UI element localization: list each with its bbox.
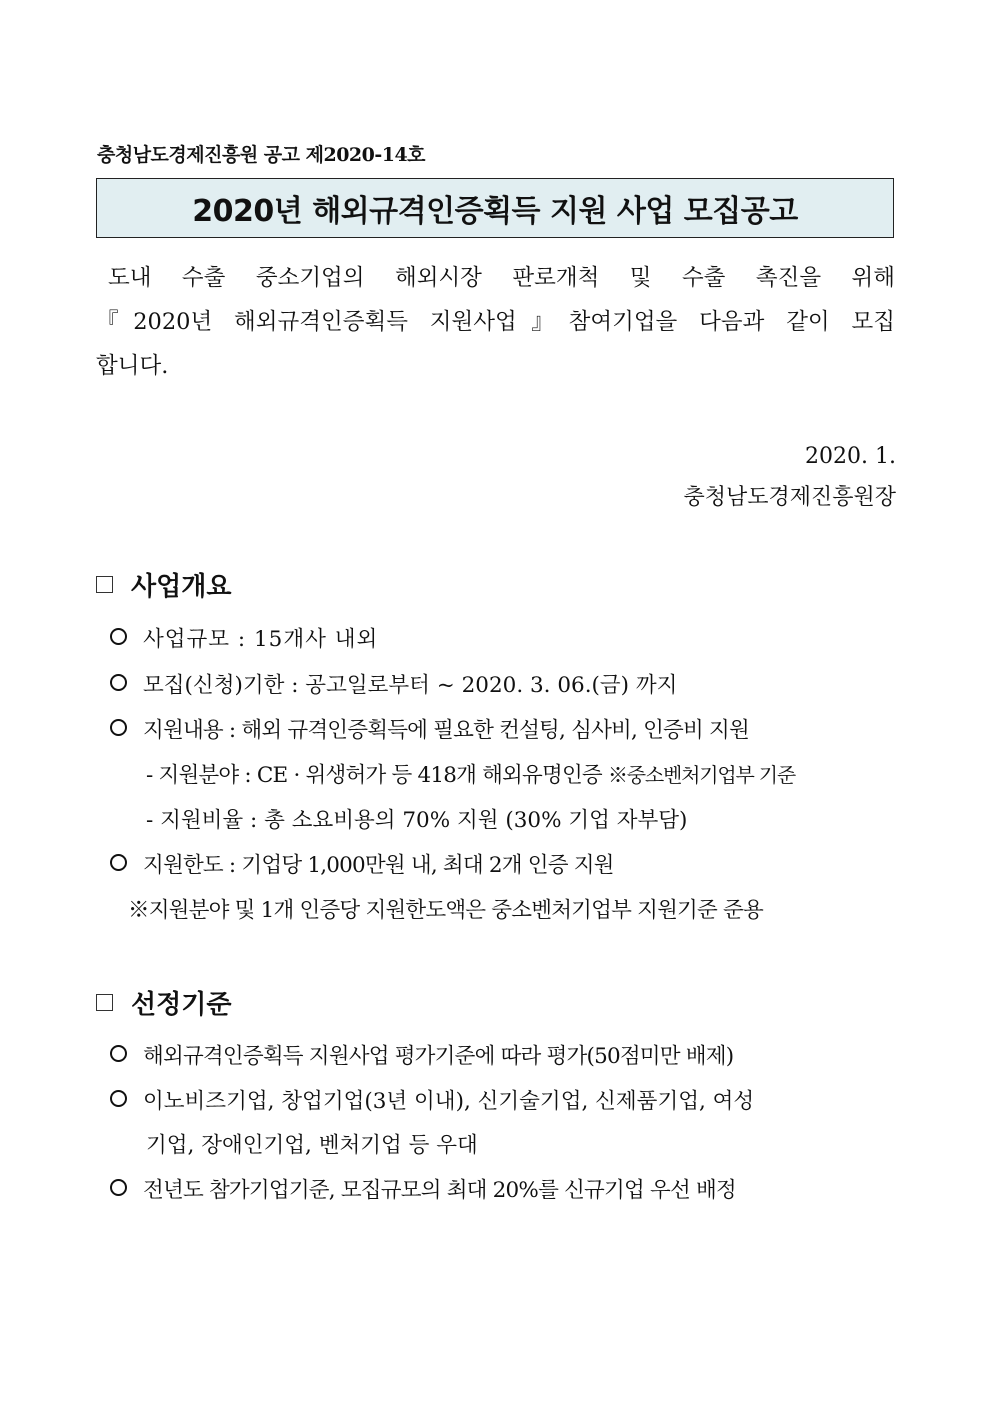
overview-ratio-subitem bbox=[146, 803, 687, 834]
intro-line-1: 도내 수출 중소기업의 해외시장 판로개척 및 수출 촉진을 위해 bbox=[108, 265, 895, 291]
item-text: 지원한도 : 기업당 1,000만원 내, 최대 2개 인증 지원 bbox=[143, 853, 614, 878]
item-text: 지원내용 : 해외 규격인증획득에 필요한 컨설팅, 심사비, 인증비 지원 bbox=[143, 718, 749, 743]
checkbox-square-icon bbox=[96, 576, 113, 593]
intro-paragraph bbox=[96, 256, 895, 388]
selection-item-3 bbox=[110, 1173, 736, 1204]
page-title: 2020년 해외규격인증획득 지원 사업 모집공고 bbox=[192, 194, 798, 229]
item-text: 해외규격인증획득 지원사업 평가기준에 따라 평가(50점미만 배제) bbox=[143, 1044, 734, 1069]
item-text: - 지원비율 : 총 소요비용의 70% 지원 (30% 기업 자부담) bbox=[146, 808, 688, 833]
section-selection-heading bbox=[96, 984, 231, 1021]
item-text: - 지원분야 : CE · 위생허가 등 418개 해외유명인증 bbox=[146, 763, 602, 788]
selection-item-2-continued bbox=[146, 1128, 478, 1159]
intro-line-3: 합니다. bbox=[96, 353, 169, 379]
overview-scale-item bbox=[110, 622, 378, 653]
overview-limit-item bbox=[110, 848, 614, 879]
announcement-date: 2020. 1. bbox=[805, 444, 896, 469]
item-text: 모집(신청)기한 : 공고일로부터 ~ 2020. 3. 06.(금) 까지 bbox=[143, 673, 678, 698]
item-text: 기업, 장애인기업, 벤처기업 등 우대 bbox=[146, 1133, 478, 1158]
item-text: 사업규모 : 15개사 내외 bbox=[143, 627, 379, 652]
title-box bbox=[96, 178, 894, 238]
note-text: ※지원분야 및 1개 인증당 지원한도액은 중소벤처기업부 지원기준 준용 bbox=[128, 898, 763, 923]
field-note: ※중소벤처기업부 기준 bbox=[607, 763, 795, 787]
circle-bullet-icon bbox=[110, 1179, 127, 1196]
section-overview-heading bbox=[96, 566, 231, 603]
circle-bullet-icon bbox=[110, 674, 127, 691]
circle-bullet-icon bbox=[110, 1045, 127, 1062]
issuer-name: 충청남도경제진흥원장 bbox=[683, 485, 896, 510]
intro-line-2: 『2020년 해외규격인증획득 지원사업』참여기업을 다음과 같이 모집 bbox=[96, 309, 895, 335]
circle-bullet-icon bbox=[110, 719, 127, 736]
selection-item-2 bbox=[110, 1084, 754, 1115]
item-text: 이노비즈기업, 창업기업(3년 이내), 신기술기업, 신제품기업, 여성 bbox=[143, 1089, 755, 1114]
overview-note bbox=[128, 893, 763, 924]
circle-bullet-icon bbox=[110, 628, 127, 645]
overview-deadline-item bbox=[110, 668, 677, 699]
circle-bullet-icon bbox=[110, 854, 127, 871]
item-text: 전년도 참가기업기준, 모집규모의 최대 20%를 신규기업 우선 배정 bbox=[143, 1178, 736, 1203]
section-title: 선정기준 bbox=[131, 990, 232, 1020]
notice-number: 충청남도경제진흥원 공고 제2020-14호 bbox=[97, 144, 426, 166]
overview-field-subitem bbox=[146, 758, 795, 789]
overview-content-item bbox=[110, 713, 749, 744]
selection-item-1 bbox=[110, 1039, 733, 1070]
circle-bullet-icon bbox=[110, 1090, 127, 1107]
checkbox-square-icon bbox=[96, 994, 113, 1011]
section-title: 사업개요 bbox=[131, 572, 232, 602]
